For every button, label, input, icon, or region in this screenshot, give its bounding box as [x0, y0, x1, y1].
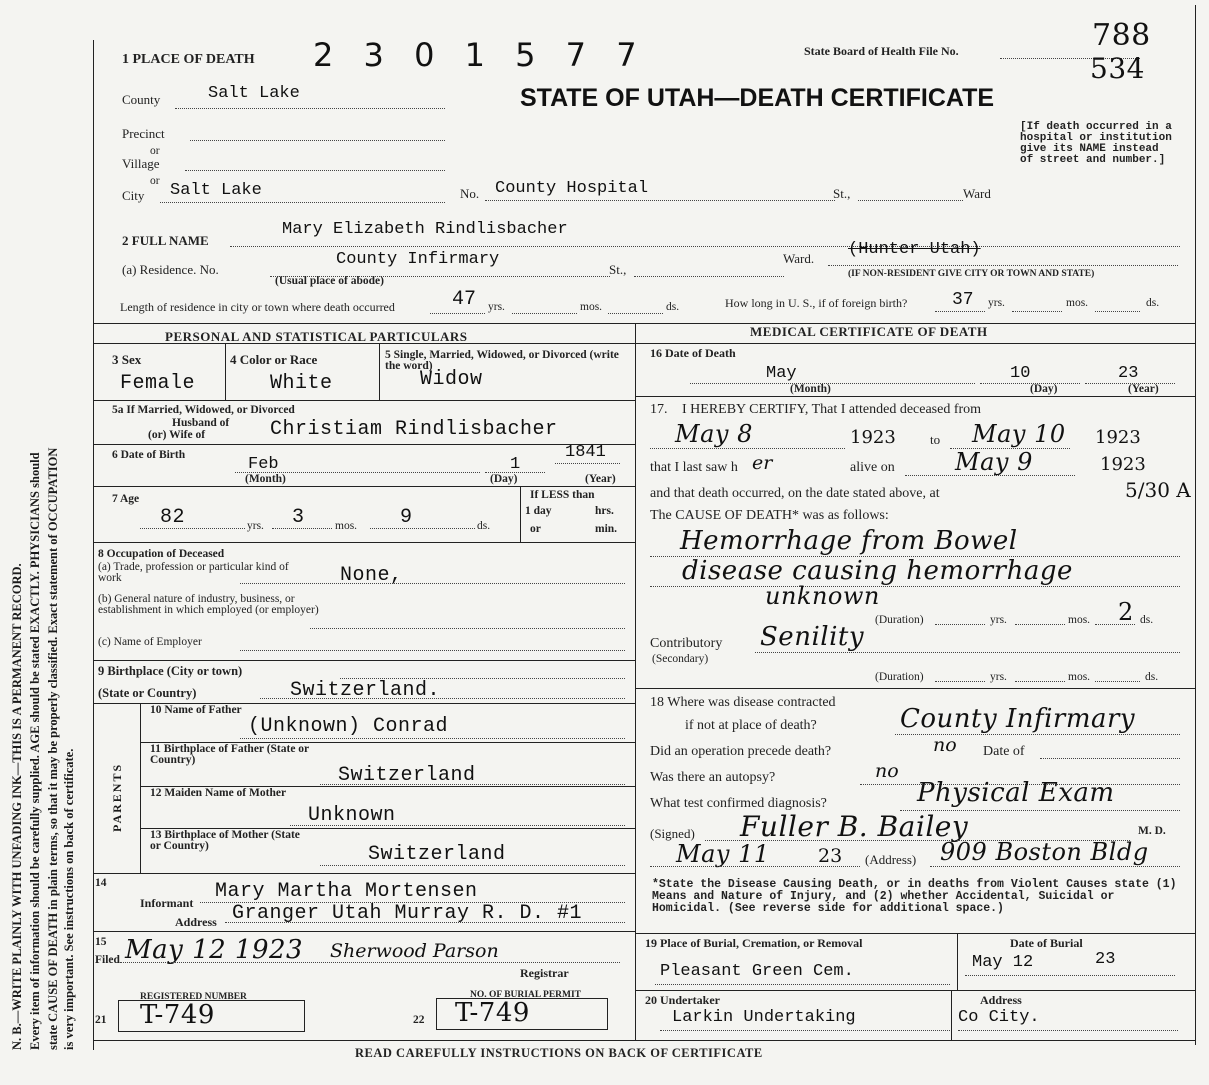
residence-st-label: St., [609, 262, 627, 277]
dob-day: 1 [510, 455, 521, 474]
cause-label: The CAUSE OF DEATH* was as follows: [650, 508, 889, 523]
mother-label: 12 Maiden Name of Mother [150, 787, 287, 799]
undertaker-value: Larkin Undertaking [672, 1008, 856, 1027]
certificate-title: STATE OF UTAH—DEATH CERTIFICATE [520, 84, 995, 112]
personal-header: PERSONAL AND STATISTICAL PARTICULARS [165, 329, 468, 344]
contrib-duration-label: (Duration) [875, 671, 924, 683]
certify-number: 17. [650, 402, 668, 417]
operation-label: Did an operation precede death? [650, 744, 832, 759]
undertaker-address-value: Co City. [958, 1008, 1040, 1027]
death-month: May [766, 364, 797, 383]
marital-value: Widow [420, 368, 483, 391]
contrib-yrs-label: yrs. [990, 671, 1007, 683]
cause-mos-label: mos. [1068, 614, 1091, 626]
dob-month: Feb [248, 455, 279, 474]
file-no-alt: 534 [1090, 52, 1145, 85]
undertaker-label: 20 Undertaker [645, 993, 720, 1007]
registrar-label: Registrar [520, 966, 569, 980]
last-saw-year: 1923 [1100, 454, 1146, 475]
place-of-death-label: 1 PLACE OF DEATH [122, 52, 255, 67]
cause-duration-label: (Duration) [875, 614, 924, 626]
or-label-1: or [150, 145, 160, 157]
attended-to-year: 1923 [1095, 427, 1141, 448]
death-year-label: (Year) [1128, 383, 1159, 395]
birthplace-state-label: (State or Country) [98, 686, 197, 700]
marital-label: 5 Single, Married, Widowed, or Divorced (write the word) [385, 349, 619, 372]
undertaker-address-label: Address [980, 993, 1022, 1007]
contributory-value: Senility [760, 622, 865, 652]
foreign-ds-label: ds. [1146, 297, 1160, 309]
county-label: County [122, 92, 161, 107]
age-ds: 9 [400, 506, 413, 529]
or-label: or [530, 523, 541, 535]
foreign-birth-label: How long in U. S., if of foreign birth? [725, 296, 908, 310]
usual-place-label: (Usual place of abode) [275, 275, 384, 287]
registered-number-label: REGISTERED NUMBER [140, 992, 247, 1002]
cause-ds-label: ds. [1140, 614, 1154, 626]
age-yrs-label: yrs. [247, 520, 264, 532]
residence-ward-label: Ward. [783, 251, 815, 266]
non-resident-note: (IF NON-RESIDENT GIVE CITY OR TOWN AND STATE) [848, 269, 1095, 279]
st-label: St., [833, 186, 851, 201]
contributory-label: Contributory [650, 636, 723, 651]
age-mos: 3 [292, 506, 305, 529]
side-note-2: Every item of information should be carefully supplied. AGE should be stated EXACTLY. PHYSICIANS should [28, 452, 42, 1050]
registered-number-value: T-749 [140, 1000, 215, 1030]
occurred-text: and that death occurred, on the date stated above, at [650, 486, 940, 501]
burial-permit-label: NO. OF BURIAL PERMIT [470, 990, 582, 1000]
informant-value: Mary Martha Mortensen [215, 880, 478, 903]
occupation-label: 8 Occupation of Deceased [98, 548, 225, 560]
length-residence-yrs: 47 [452, 288, 477, 311]
to-label: to [930, 432, 941, 447]
not-place-label: if not at place of death? [685, 718, 817, 733]
full-name-value: Mary Elizabeth Rindlisbacher [282, 220, 568, 239]
length-residence-label: Length of residence in city or town where death occurred [120, 300, 395, 314]
test-label: What test confirmed diagnosis? [650, 796, 827, 811]
contrib-mos-label: mos. [1068, 671, 1091, 683]
occupation-c-label: (c) Name of Employer [98, 636, 202, 648]
signed-date: May 11 [676, 840, 770, 868]
no-label: No. [460, 186, 480, 201]
father-birthplace-value: Switzerland [338, 764, 476, 787]
residence-value: County Infirmary [336, 250, 500, 269]
age-yrs: 82 [160, 506, 186, 529]
burial-permit-value: T-749 [455, 998, 530, 1028]
spouse-label-2: Husband of [172, 417, 230, 429]
filed-value: May 12 1923 [125, 935, 304, 965]
attended-from-year: 1923 [850, 427, 896, 448]
full-name-label: 2 FULL NAME [122, 233, 209, 248]
sex-value: Female [120, 372, 196, 395]
certificate-number: 2 3 0 1 5 7 7 [313, 36, 647, 74]
race-value: White [270, 372, 333, 395]
footer-instructions: READ CAREFULLY INSTRUCTIONS ON BACK OF CERTIFICATE [355, 1046, 763, 1060]
registrar-value: Sherwood Parson [330, 940, 499, 962]
or-label-2: or [150, 175, 160, 187]
informant-address-value: Granger Utah Murray R. D. #1 [232, 902, 583, 925]
time-of-death: 5/30 A [1125, 478, 1191, 502]
mother-birthplace-value: Switzerland [368, 843, 506, 866]
foreign-birth-yrs: 37 [952, 290, 974, 310]
parents-label: PARENTS [110, 762, 124, 832]
last-saw-date: May 9 [955, 448, 1033, 476]
informant-number: 14 [95, 877, 107, 889]
cause-line-3: unknown [765, 582, 880, 610]
burial-place-label: 19 Place of Burial, Cremation, or Removal [645, 936, 863, 950]
side-note-1: N. B.—WRITE PLAINLY WITH UNFADING INK—THIS IS A PERMANENT RECORD. [10, 563, 24, 1050]
less-than-label: If LESS than [530, 489, 595, 501]
last-saw-her: er [752, 452, 773, 474]
attended-from: May 8 [675, 420, 753, 448]
cause-duration-mos: 2 [1118, 598, 1134, 626]
dob-month-label: (Month) [245, 473, 286, 485]
precinct-label: Precinct [122, 126, 165, 141]
birthplace-label: 9 Birthplace (City or town) [98, 664, 243, 678]
burial-place-value: Pleasant Green Cem. [660, 962, 854, 981]
one-day-label: 1 day [525, 505, 552, 517]
secondary-label: (Secondary) [652, 653, 709, 665]
age-ds-label: ds. [477, 520, 491, 532]
birthplace-value: Switzerland. [290, 679, 441, 702]
burial-year: 23 [1095, 950, 1116, 969]
min-label: min. [595, 523, 618, 535]
mother-value: Unknown [308, 804, 396, 827]
race-label: 4 Color or Race [230, 352, 318, 367]
burial-date: May 12 [972, 953, 1034, 972]
mother-birthplace-label: 13 Birthplace of Mother (State or Country) [150, 829, 300, 852]
burial-permit-box-num: 22 [413, 1014, 425, 1026]
residence-ward-value: (Hunter Utah) [848, 240, 981, 259]
signed-label: (Signed) [650, 826, 695, 841]
registered-number-box-num: 21 [95, 1014, 107, 1026]
death-day: 10 [1010, 364, 1031, 383]
physician-address-label: (Address) [865, 852, 917, 867]
hrs-label: hrs. [595, 505, 614, 517]
certify-text: I HEREBY CERTIFY, That I attended deceased from [682, 402, 982, 417]
informant-label: Informant [140, 896, 194, 910]
village-label: Village [122, 156, 160, 171]
hospital-note: [If death occurred in a hospital or institution give its NAME instead of street and number.] [1020, 121, 1172, 166]
father-value: (Unknown) Conrad [248, 715, 449, 738]
age-label: 7 Age [112, 493, 140, 505]
autopsy-label: Was there an autopsy? [650, 770, 776, 785]
occupation-value: None, [340, 564, 403, 587]
death-date-label: 16 Date of Death [650, 346, 736, 360]
footnote: *State the Disease Causing Death, or in deaths from Violent Causes state (1) Means and Nature of Injury, and (2) whether Accidental, Suicidal or Homicidal. (See reverse side for additional space.) [652, 878, 1177, 915]
length-mos-label: mos. [580, 301, 603, 313]
spouse-label-1: 5a If Married, Widowed, or Divorced [112, 404, 295, 416]
contrib-ds-label: ds. [1145, 671, 1159, 683]
md-label: M. D. [1138, 825, 1166, 837]
spouse-label-3: (or) Wife of [148, 429, 206, 441]
alive-on-label: alive on [850, 460, 895, 475]
side-note-4: is very important. See instructions on back of certificate. [62, 748, 76, 1050]
sex-label: 3 Sex [112, 352, 142, 367]
age-mos-label: mos. [335, 520, 358, 532]
length-yrs-label: yrs. [488, 301, 505, 313]
occupation-a-label: (a) Trade, profession or particular kind of work [98, 561, 289, 584]
autopsy-value: no [875, 760, 899, 782]
file-no-label: State Board of Health File No. [804, 44, 959, 58]
county-value: Salt Lake [208, 84, 300, 103]
foreign-yrs-label: yrs. [988, 297, 1005, 309]
attended-to: May 10 [972, 420, 1066, 448]
ward-label: Ward [963, 186, 991, 201]
city-value: Salt Lake [170, 181, 262, 200]
cause-yrs-label: yrs. [990, 614, 1007, 626]
filed-label: Filed [95, 954, 120, 966]
residence-label: (a) Residence. No. [122, 262, 219, 277]
last-saw-text: that I last saw h [650, 460, 738, 475]
foreign-mos-label: mos. [1066, 297, 1089, 309]
filed-number: 15 [95, 936, 107, 948]
street-value: County Hospital [495, 179, 649, 198]
informant-address-label: Address [175, 915, 217, 929]
contracted-label: 18 Where was disease contracted [650, 695, 836, 710]
occupation-b-label: (b) General nature of industry, business, or establishment in which employed (or employer) [98, 593, 319, 616]
side-note-3: state CAUSE OF DEATH in plain terms, so that it may be properly classified. Exact statement of OCCUPATION [46, 447, 60, 1050]
spouse-value: Christiam Rindlisbacher [270, 418, 558, 441]
dob-year-label: (Year) [585, 473, 616, 485]
dob-year: 1841 [565, 443, 606, 462]
cause-line-1: Hemorrhage from Bowel [680, 526, 1018, 556]
length-ds-label: ds. [666, 301, 680, 313]
medical-header: MEDICAL CERTIFICATE OF DEATH [750, 324, 988, 339]
signed-year: 23 [818, 845, 843, 867]
file-no-value: 788 [1092, 18, 1151, 53]
physician-address-value: 909 Boston Bldg [940, 838, 1149, 866]
operation-value: no [933, 734, 957, 756]
city-label: City [122, 188, 145, 203]
father-label: 10 Name of Father [150, 704, 242, 716]
operation-date-label: Date of [983, 744, 1025, 759]
test-value: Physical Exam [917, 778, 1115, 808]
signed-value: Fuller B. Bailey [740, 810, 969, 843]
dob-day-label: (Day) [490, 473, 518, 485]
cause-line-2: disease causing hemorrhage [682, 556, 1073, 586]
dob-label: 6 Date of Birth [112, 449, 186, 461]
contracted-value: County Infirmary [900, 704, 1136, 734]
death-year: 23 [1118, 364, 1139, 383]
burial-date-label: Date of Burial [1010, 936, 1083, 950]
death-month-label: (Month) [790, 383, 831, 395]
death-day-label: (Day) [1030, 383, 1058, 395]
father-birthplace-label: 11 Birthplace of Father (State or Country) [150, 743, 309, 766]
